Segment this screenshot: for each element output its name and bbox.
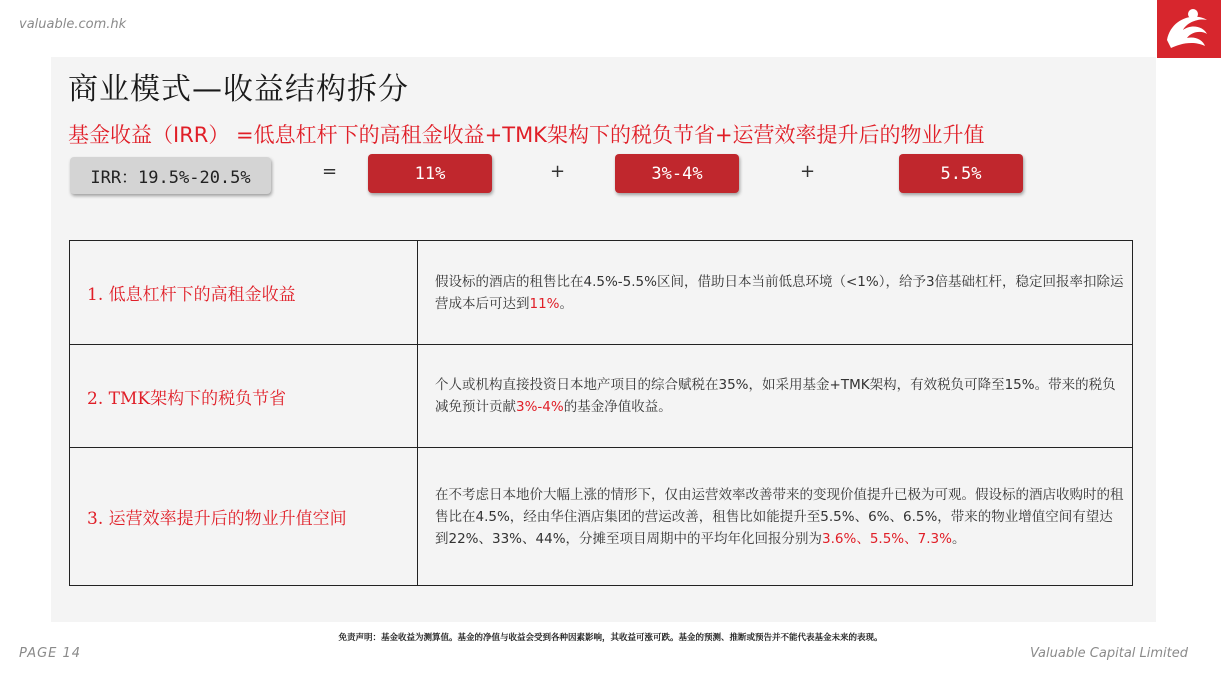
equals-sign: = — [322, 161, 338, 182]
site-url: valuable.com.hk — [19, 17, 127, 32]
row-text-end: 。 — [559, 295, 574, 312]
row-text: 假设标的酒店的租售比在4.5%-5.5%区间，借助日本当前低息环境（<1%），给予3倍基础杠杆，稳定回报率扣除运营成本后可达到 — [435, 273, 1124, 312]
disclaimer: 免责声明：基金收益为测算值。基金的净值与收益会受到各种因素影响，其收益可涨可跌。基金的预测、推断或预告并不能代表基金未来的表现。 — [338, 633, 883, 643]
row-highlight: 3%-4% — [516, 399, 564, 415]
row-description — [418, 448, 1133, 586]
component-appreciation: 5.5% — [899, 154, 1023, 193]
row-description — [418, 345, 1133, 448]
row-text: 个人或机构直接投资日本地产项目的综合赋税在35%，如采用基金+TMK架构，有效税负可降至15%。带来的税负减免预计贡献 — [435, 377, 1116, 415]
table-row — [70, 241, 1133, 345]
plus-sign-1: + — [550, 161, 566, 182]
row-label: 1. 低息杠杆下的高租金收益 — [70, 241, 418, 345]
row-description — [418, 241, 1133, 345]
irr-box: IRR：19.5%-20.5% — [70, 157, 271, 194]
brand-logo — [1157, 0, 1221, 58]
return-breakdown-table — [69, 240, 1133, 586]
row-label: 3. 运营效率提升后的物业升值空间 — [70, 448, 418, 586]
row-text-end: 的基金净值收益。 — [563, 399, 672, 415]
component-leverage: 11% — [368, 154, 492, 193]
plus-sign-2: + — [800, 161, 816, 182]
row-highlight: 3.6%、5.5%、7.3% — [822, 530, 952, 547]
table-row — [70, 345, 1133, 448]
company-name: Valuable Capital Limited — [1029, 646, 1188, 661]
row-text: 在不考虑日本地价大幅上涨的情形下，仅由运营效率改善带来的变现价值提升已极为可观。假设标的酒店收购时的租售比在4.5%，经由华住酒店集团的营运改善，租售比如能提升至5.5%、6%、6.5%，带来的物业增值空间有望达到22%、33%、44%，分摊至项目周期中的平均年化回报分别为 — [435, 486, 1124, 547]
row-text-end: 。 — [951, 530, 966, 547]
return-formula: 基金收益（IRR） =低息杠杆下的高租金收益+TMK架构下的税负节省+运营效率提升后的物业升值 — [68, 123, 985, 147]
component-tax: 3%-4% — [615, 154, 739, 193]
row-label: 2. TMK架构下的税负节省 — [70, 345, 418, 448]
page-title: 商业模式—收益结构拆分 — [68, 72, 409, 107]
page-number: PAGE 14 — [19, 646, 82, 661]
brand-logo-icon — [1157, 0, 1221, 58]
row-highlight: 11% — [529, 295, 560, 312]
table-row — [70, 448, 1133, 586]
